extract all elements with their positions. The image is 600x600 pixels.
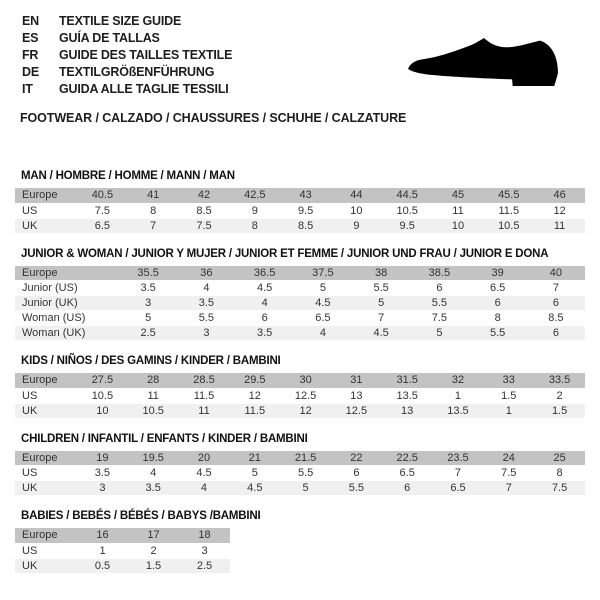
size-cell: 5 bbox=[410, 326, 468, 341]
table-header-row bbox=[15, 528, 230, 543]
size-cell: 10 bbox=[433, 218, 484, 233]
size-cell: 3.5 bbox=[119, 281, 177, 296]
size-cell: 21.5 bbox=[280, 451, 331, 466]
size-table-babies bbox=[15, 528, 230, 574]
size-cell: 12.5 bbox=[280, 388, 331, 403]
size-cell: 19 bbox=[77, 451, 128, 466]
size-cell: 24 bbox=[483, 451, 534, 466]
size-cell: 13 bbox=[382, 403, 433, 418]
size-cell: 3 bbox=[77, 481, 128, 496]
row-label: Junior (US) bbox=[15, 281, 119, 296]
row-label: Woman (US) bbox=[15, 311, 119, 326]
table-row bbox=[15, 311, 585, 326]
size-cell: 35.5 bbox=[119, 266, 177, 281]
size-cell: 6.5 bbox=[294, 311, 352, 326]
size-cell: 2.5 bbox=[179, 558, 230, 573]
size-cell: 1.5 bbox=[128, 558, 179, 573]
size-cell: 3 bbox=[119, 296, 177, 311]
row-label: Europe bbox=[15, 528, 77, 543]
size-cell: 25 bbox=[534, 451, 585, 466]
size-cell: 8.5 bbox=[527, 311, 585, 326]
row-label: UK bbox=[15, 403, 77, 418]
size-cell: 31.5 bbox=[382, 373, 433, 388]
size-cell: 12 bbox=[534, 203, 585, 218]
size-cell: 1.5 bbox=[534, 403, 585, 418]
section-kids bbox=[15, 355, 585, 419]
size-cell: 7.5 bbox=[534, 481, 585, 496]
size-table-man bbox=[15, 188, 585, 234]
size-cell: 11 bbox=[179, 403, 230, 418]
size-cell: 39 bbox=[469, 266, 527, 281]
size-cell: 11 bbox=[433, 203, 484, 218]
size-cell: 9 bbox=[229, 203, 280, 218]
size-cell: 5 bbox=[352, 296, 410, 311]
size-tables bbox=[15, 170, 585, 588]
size-cell: 6.5 bbox=[77, 218, 128, 233]
size-cell: 5.5 bbox=[410, 296, 468, 311]
size-cell: 13 bbox=[331, 388, 382, 403]
table-row bbox=[15, 543, 230, 558]
table-header-row bbox=[15, 373, 585, 388]
size-cell: 28 bbox=[128, 373, 179, 388]
size-cell: 38 bbox=[352, 266, 410, 281]
size-cell: 11.5 bbox=[179, 388, 230, 403]
size-cell: 8.5 bbox=[179, 203, 230, 218]
size-cell: 6 bbox=[410, 281, 468, 296]
size-cell: 6 bbox=[527, 326, 585, 341]
row-label: Europe bbox=[15, 373, 77, 388]
size-cell: 7.5 bbox=[77, 203, 128, 218]
size-cell: 4 bbox=[236, 296, 294, 311]
row-label: US bbox=[15, 466, 77, 481]
language-row-es bbox=[22, 30, 232, 47]
size-cell: 10 bbox=[331, 203, 382, 218]
size-cell: 7.5 bbox=[483, 466, 534, 481]
language-code: FR bbox=[22, 48, 39, 62]
size-cell: 3 bbox=[179, 543, 230, 558]
size-cell: 3 bbox=[177, 326, 235, 341]
size-cell: 7 bbox=[128, 218, 179, 233]
size-cell: 45 bbox=[433, 188, 484, 203]
size-cell: 38.5 bbox=[410, 266, 468, 281]
row-label: US bbox=[15, 203, 77, 218]
table-row bbox=[15, 403, 585, 418]
size-cell: 10.5 bbox=[483, 218, 534, 233]
size-table-children bbox=[15, 451, 585, 497]
size-cell: 36.5 bbox=[236, 266, 294, 281]
size-cell: 5 bbox=[294, 281, 352, 296]
size-cell: 1.5 bbox=[483, 388, 534, 403]
size-cell: 2 bbox=[128, 543, 179, 558]
table-header-row bbox=[15, 266, 585, 281]
size-cell: 5.5 bbox=[280, 466, 331, 481]
size-cell: 2.5 bbox=[119, 326, 177, 341]
row-label: Europe bbox=[15, 266, 119, 281]
size-cell: 40 bbox=[527, 266, 585, 281]
size-cell: 4.5 bbox=[352, 326, 410, 341]
size-cell: 3.5 bbox=[236, 326, 294, 341]
row-label: Junior (UK) bbox=[15, 296, 119, 311]
size-cell: 4.5 bbox=[229, 481, 280, 496]
size-cell: 8 bbox=[534, 466, 585, 481]
size-cell: 8 bbox=[469, 311, 527, 326]
language-label: TEXTILGRÖßENFÜHRUNG bbox=[59, 65, 215, 79]
size-cell: 6 bbox=[331, 466, 382, 481]
section-children bbox=[15, 433, 585, 497]
size-cell: 2 bbox=[534, 388, 585, 403]
table-row bbox=[15, 558, 230, 573]
size-cell: 19.5 bbox=[128, 451, 179, 466]
size-cell: 7.5 bbox=[410, 311, 468, 326]
size-cell: 7 bbox=[352, 311, 410, 326]
size-cell: 5 bbox=[229, 466, 280, 481]
size-cell: 7 bbox=[527, 281, 585, 296]
language-code: EN bbox=[22, 14, 39, 28]
size-cell: 3.5 bbox=[177, 296, 235, 311]
size-cell: 12 bbox=[229, 388, 280, 403]
size-cell: 4 bbox=[179, 481, 230, 496]
size-table-kids bbox=[15, 373, 585, 419]
size-cell: 5 bbox=[119, 311, 177, 326]
size-cell: 10.5 bbox=[382, 203, 433, 218]
row-label: UK bbox=[15, 558, 77, 573]
dress-shoe-icon bbox=[392, 20, 576, 106]
size-cell: 37.5 bbox=[294, 266, 352, 281]
size-cell: 3.5 bbox=[128, 481, 179, 496]
table-row bbox=[15, 281, 585, 296]
size-cell: 40.5 bbox=[77, 188, 128, 203]
size-cell: 4.5 bbox=[236, 281, 294, 296]
size-cell: 21 bbox=[229, 451, 280, 466]
size-cell: 6 bbox=[527, 296, 585, 311]
size-cell: 17 bbox=[128, 528, 179, 543]
size-cell: 4 bbox=[128, 466, 179, 481]
size-cell: 12.5 bbox=[331, 403, 382, 418]
size-cell: 7.5 bbox=[179, 218, 230, 233]
language-code: IT bbox=[22, 82, 33, 96]
language-row-en bbox=[22, 13, 232, 30]
size-cell: 6 bbox=[382, 481, 433, 496]
language-label: GUIDE DES TAILLES TEXTILE bbox=[59, 48, 233, 62]
size-cell: 11.5 bbox=[229, 403, 280, 418]
language-code: DE bbox=[22, 65, 39, 79]
size-cell: 1 bbox=[77, 543, 128, 558]
size-cell: 30 bbox=[280, 373, 331, 388]
row-label: US bbox=[15, 543, 77, 558]
section-babies bbox=[15, 510, 585, 574]
language-row-de bbox=[22, 64, 232, 81]
size-cell: 9.5 bbox=[280, 203, 331, 218]
size-cell: 44.5 bbox=[382, 188, 433, 203]
size-cell: 0.5 bbox=[77, 558, 128, 573]
size-cell: 5.5 bbox=[469, 326, 527, 341]
size-cell: 45.5 bbox=[483, 188, 534, 203]
size-cell: 7 bbox=[433, 466, 484, 481]
size-cell: 10.5 bbox=[77, 388, 128, 403]
size-cell: 4 bbox=[177, 281, 235, 296]
size-cell: 5.5 bbox=[177, 311, 235, 326]
language-label: TEXTILE SIZE GUIDE bbox=[59, 14, 182, 28]
size-cell: 11 bbox=[128, 388, 179, 403]
row-label: US bbox=[15, 388, 77, 403]
size-cell: 42.5 bbox=[229, 188, 280, 203]
section-junior-woman bbox=[15, 248, 585, 342]
language-row-it bbox=[22, 81, 232, 98]
size-cell: 41 bbox=[128, 188, 179, 203]
size-table-junior-woman bbox=[15, 266, 585, 342]
size-cell: 32 bbox=[433, 373, 484, 388]
size-cell: 12 bbox=[280, 403, 331, 418]
section-title-junior-woman: JUNIOR & WOMAN / JUNIOR Y MUJER / JUNIOR ET FEMME / JUNIOR UND FRAU / JUNIOR E DONA bbox=[21, 247, 549, 260]
size-cell: 33.5 bbox=[534, 373, 585, 388]
section-man bbox=[15, 170, 585, 234]
category-heading: FOOTWEAR / CALZADO / CHAUSSURES / SCHUHE / CALZATURE bbox=[20, 111, 407, 125]
size-cell: 6.5 bbox=[469, 281, 527, 296]
size-cell: 28.5 bbox=[179, 373, 230, 388]
language-label: GUÍA DE TALLAS bbox=[59, 31, 160, 45]
size-cell: 1 bbox=[433, 388, 484, 403]
section-title-babies: BABIES / BEBÉS / BÉBÉS / BABYS /BAMBINI bbox=[21, 510, 261, 522]
section-title-kids: KIDS / NIÑOS / DES GAMINS / KINDER / BAMBINI bbox=[21, 355, 281, 367]
size-cell: 29.5 bbox=[229, 373, 280, 388]
size-cell: 11.5 bbox=[483, 203, 534, 218]
size-cell: 9 bbox=[331, 218, 382, 233]
language-code: ES bbox=[22, 31, 39, 45]
size-cell: 8.5 bbox=[280, 218, 331, 233]
table-row bbox=[15, 203, 585, 218]
size-cell: 18 bbox=[179, 528, 230, 543]
size-cell: 10 bbox=[77, 403, 128, 418]
size-cell: 13.5 bbox=[382, 388, 433, 403]
size-cell: 6 bbox=[469, 296, 527, 311]
size-cell: 1 bbox=[483, 403, 534, 418]
size-cell: 5.5 bbox=[331, 481, 382, 496]
language-label: GUIDA ALLE TAGLIE TESSILI bbox=[59, 82, 229, 96]
size-cell: 22 bbox=[331, 451, 382, 466]
size-cell: 33 bbox=[483, 373, 534, 388]
row-label: UK bbox=[15, 218, 77, 233]
size-cell: 5 bbox=[280, 481, 331, 496]
language-row-fr bbox=[22, 47, 232, 64]
table-row bbox=[15, 326, 585, 341]
size-cell: 4 bbox=[294, 326, 352, 341]
row-label: UK bbox=[15, 481, 77, 496]
row-label: Woman (UK) bbox=[15, 326, 119, 341]
table-header-row bbox=[15, 188, 585, 203]
row-label: Europe bbox=[15, 451, 77, 466]
table-row bbox=[15, 466, 585, 481]
size-cell: 11 bbox=[534, 218, 585, 233]
size-cell: 5.5 bbox=[352, 281, 410, 296]
section-title-man: MAN / HOMBRE / HOMME / MANN / MAN bbox=[21, 170, 235, 182]
size-cell: 4.5 bbox=[179, 466, 230, 481]
size-cell: 44 bbox=[331, 188, 382, 203]
size-cell: 23.5 bbox=[433, 451, 484, 466]
size-cell: 42 bbox=[179, 188, 230, 203]
size-cell: 16 bbox=[77, 528, 128, 543]
size-cell: 9.5 bbox=[382, 218, 433, 233]
language-title-list bbox=[22, 13, 232, 98]
table-row bbox=[15, 296, 585, 311]
size-cell: 27.5 bbox=[77, 373, 128, 388]
section-title-children: CHILDREN / INFANTIL / ENFANTS / KINDER / BAMBINI bbox=[21, 432, 308, 445]
size-cell: 22.5 bbox=[382, 451, 433, 466]
size-cell: 3.5 bbox=[77, 466, 128, 481]
size-cell: 8 bbox=[229, 218, 280, 233]
size-cell: 31 bbox=[331, 373, 382, 388]
size-cell: 13.5 bbox=[433, 403, 484, 418]
size-cell: 43 bbox=[280, 188, 331, 203]
size-cell: 10.5 bbox=[128, 403, 179, 418]
size-cell: 6 bbox=[236, 311, 294, 326]
size-cell: 46 bbox=[534, 188, 585, 203]
table-row bbox=[15, 481, 585, 496]
size-cell: 4.5 bbox=[294, 296, 352, 311]
size-cell: 7 bbox=[483, 481, 534, 496]
size-cell: 8 bbox=[128, 203, 179, 218]
table-row bbox=[15, 388, 585, 403]
size-cell: 36 bbox=[177, 266, 235, 281]
size-cell: 6.5 bbox=[433, 481, 484, 496]
table-header-row bbox=[15, 451, 585, 466]
size-cell: 20 bbox=[179, 451, 230, 466]
table-row bbox=[15, 218, 585, 233]
size-cell: 6.5 bbox=[382, 466, 433, 481]
row-label: Europe bbox=[15, 188, 77, 203]
